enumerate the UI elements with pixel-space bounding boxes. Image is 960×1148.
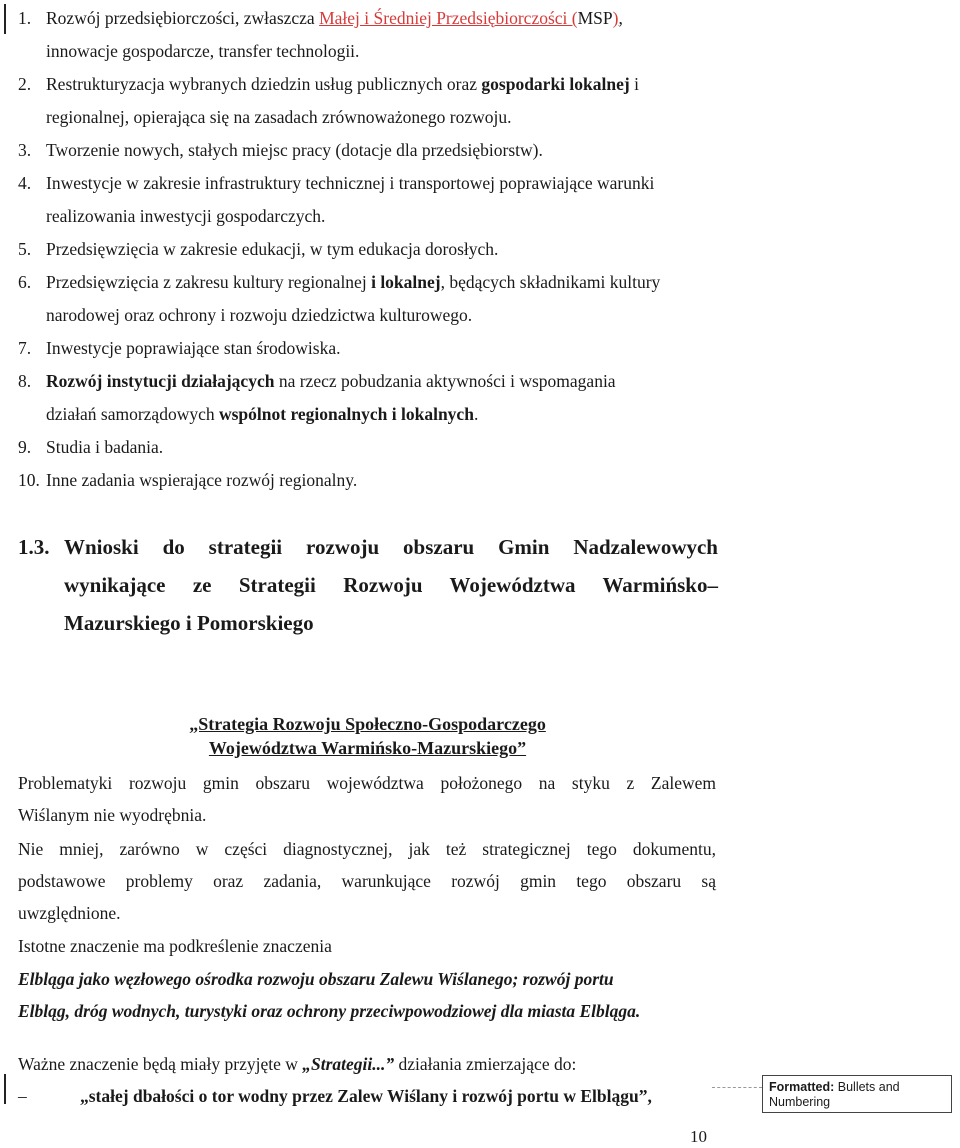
list-item: 1. Rozwój przedsiębiorczości, zwłaszcza Małej i Średniej Przedsiębiorczości (MSP), innowacje gospodarcze, transfer technologii. (18, 8, 623, 61)
list-item: 5. Przedsięwzięcia w zakresie edukacji, w tym edukacja dorosłych. (18, 239, 499, 259)
bullet-item: – „stałej dbałości o tor wodny przez Zalew Wiślany i rozwój portu w Elblągu”, (18, 1086, 652, 1106)
list-item: 8. Rozwój instytucji działających na rzecz pobudzania aktywności i wspomagania działań samorządowych wspólnot regionalnych i lokalnych. (18, 371, 616, 424)
list-item: 7. Inwestycje poprawiające stan środowiska. (18, 338, 341, 358)
formatting-comment[interactable]: Formatted: Bullets and Numbering (762, 1075, 952, 1113)
paragraph: Nie mniej, zarówno w części diagnostycznej, jak też strategicznej tego dokumentu, podstawowe problemy oraz zadania, warunkujące rozwój gmin tego obszaru są uwzględnione. (18, 839, 716, 923)
list-item: 4. Inwestycje w zakresie infrastruktury technicznej i transportowej poprawiające warunki realizowania inwestycji gospodarczych. (18, 173, 655, 226)
list-item: 9. Studia i badania. (18, 437, 164, 457)
paragraph: Ważne znaczenie będą miały przyjęte w „Strategii...” działania zmierzające do: (18, 1054, 577, 1074)
change-bar (4, 1074, 6, 1104)
paragraph: Problematyki rozwoju gmin obszaru województwa położonego na styku z Zalewem Wiślanym nie wyodrębnia. (18, 773, 716, 825)
list-item: 2. Restrukturyzacja wybranych dziedzin usług publicznych oraz gospodarki lokalnej i regionalnej, opierająca się na zasadach zrównoważonego rozwoju. (18, 74, 639, 127)
emphasis-paragraph: Elbląga jako węzłowego ośrodka rozwoju obszaru Zalewu Wiślanego; rozwój portu Elbląg, dróg wodnych, turystyki oraz ochrony przeciwpowodziowej dla miasta Elbląga. (18, 969, 641, 1021)
paragraph: Istotne znaczenie ma podkreślenie znaczenia (18, 936, 332, 956)
list-item: 6. Przedsięwzięcia z zakresu kultury regionalnej i lokalnej, będących składnikami kultury narodowej oraz ochrony i rozwoju dziedzictwa kulturowego. (18, 272, 661, 325)
section-heading: 1.3. Wnioski do strategii rozwoju obszaru Gmin Nadzalewowych wynikające ze Strategii Rozwoju Województwa Warmińsko– Mazurskiego i Pomorskiego (18, 535, 718, 635)
list-item: 3. Tworzenie nowych, stałych miejsc pracy (dotacje dla przedsiębiorstw). (18, 140, 543, 160)
list-item: 10. Inne zadania wspierające rozwój regionalny. (18, 470, 358, 490)
document-title: „Strategia Rozwoju Społeczno-Gospodarczego Województwa Warmińsko-Mazurskiego” (189, 714, 546, 758)
change-bar (4, 4, 6, 34)
comment-connector (712, 1087, 762, 1090)
page-number: 10 (690, 1127, 707, 1146)
numbered-list (18, 2, 728, 497)
